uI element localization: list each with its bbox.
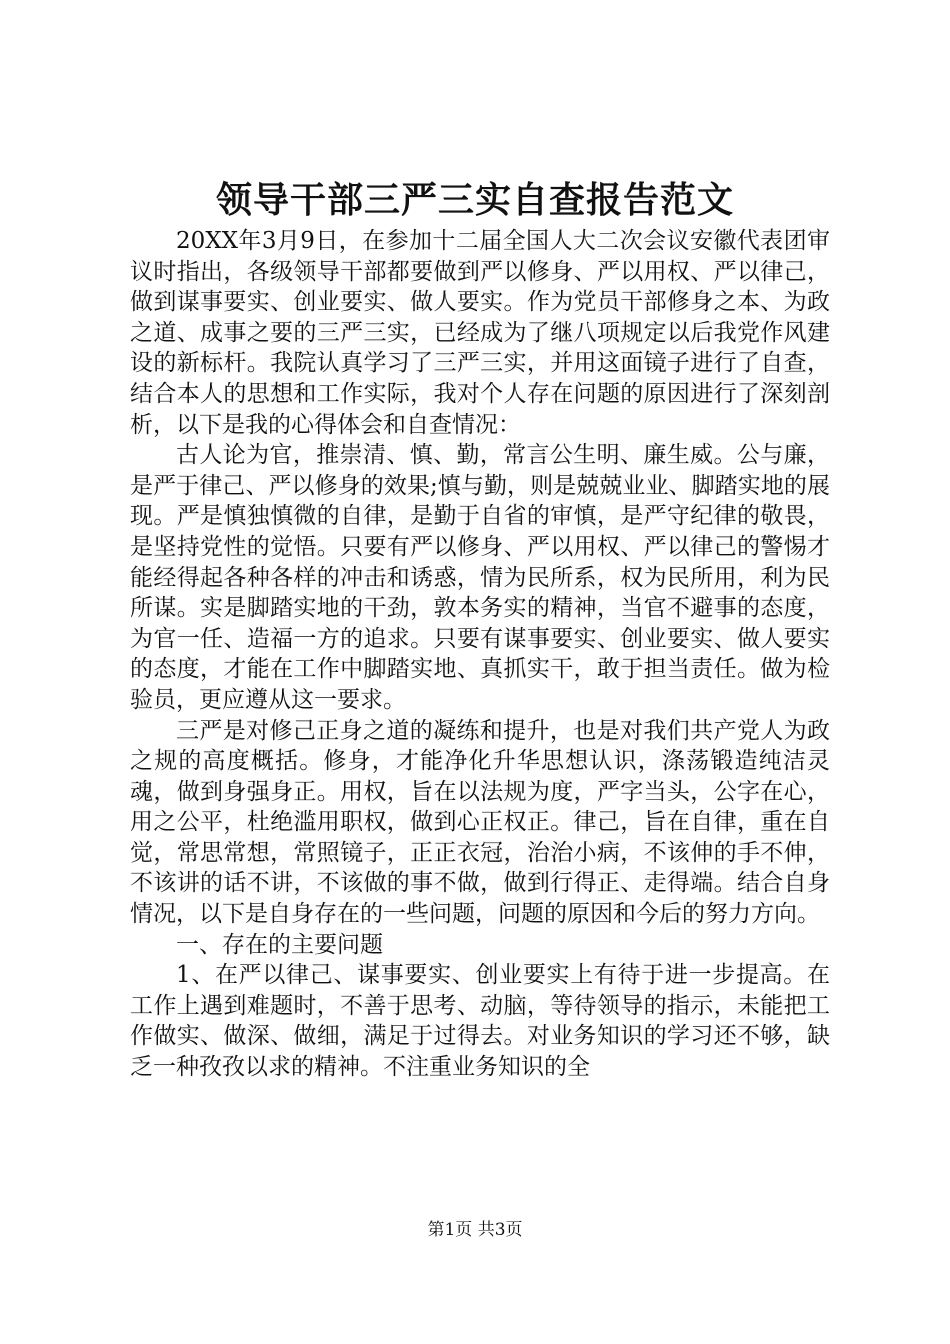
page-footer: 第1页 共3页 [427,1220,523,1240]
section-heading-main-problems: 一、存在的主要问题 [176,931,383,958]
paragraph-ancient-officials: 古人论为官，推崇清、慎、勤，常言公生明、廉生威。公与廉，是严于律己、严以修身的效果;慎与勤，则是兢兢业业、脚踏实地的展现。严是慎独慎微的自律，是勤于自省的审慎，是严守纪律的敬畏，是坚持党性的觉悟。只要有严以修身、严以用权、严以律己的警惕才能经得起各种各样的冲击和诱惑，情为民所系，权为民所用，利为民所谋。实是脚踏实地的干劲，敦本务实的精神，当官不避事的态度，为官一任、造福一方的追求。只要有谋事要实、创业要实、做人要实的态度，才能在工作中脚踏实地、真抓实干，敢于担当责任。做为检验员，更应遵从这一要求。 [130,442,830,713]
paragraph-intro: 20XX年3月9日，在参加十二届全国人大二次会议安徽代表团审议时指出，各级领导干部都要做到严以修身、严以用权、严以律己，做到谋事要实、创业要实、做人要实。作为党员干部修身之本、为政之道、成事之要的三严三实，已经成为了继八项规定以后我党作风建设的新标杆。我院认真学习了三严三实，并用这面镜子进行了自查，结合本人的思想和工作实际，我对个人存在问题的原因进行了深刻剖析，以下是我的心得体会和自查情况： [130,228,830,438]
document-title: 领导干部三严三实自查报告范文 [215,179,734,221]
paragraph-problem-1: 1、在严以律己、谋事要实、创业要实上有待于进一步提高。在工作上遇到难题时，不善于思考、动脑，等待领导的指示，未能把工作做实、做深、做细，满足于过得去。对业务知识的学习还不够，缺乏一种孜孜以求的精神。不注重业务知识的全 [130,962,830,1081]
paragraph-three-strict: 三严是对修己正身之道的凝练和提升，也是对我们共产党人为政之规的高度概括。修身，才能净化升华思想认识，涤荡锻造纯洁灵魂，做到身强身正。用权，旨在以法规为度，严字当头，公字在心，用之公平，杜绝滥用职权，做到心正权正。律己，旨在自律，重在自觉，常思常想，常照镜子，正正衣冠，治治小病，不该伸的手不伸，不该讲的话不讲，不该做的事不做，做到行得正、走得端。结合自身情况，以下是自身存在的一些问题，问题的原因和今后的努力方向。 [130,717,830,928]
document-body [130,226,830,1083]
